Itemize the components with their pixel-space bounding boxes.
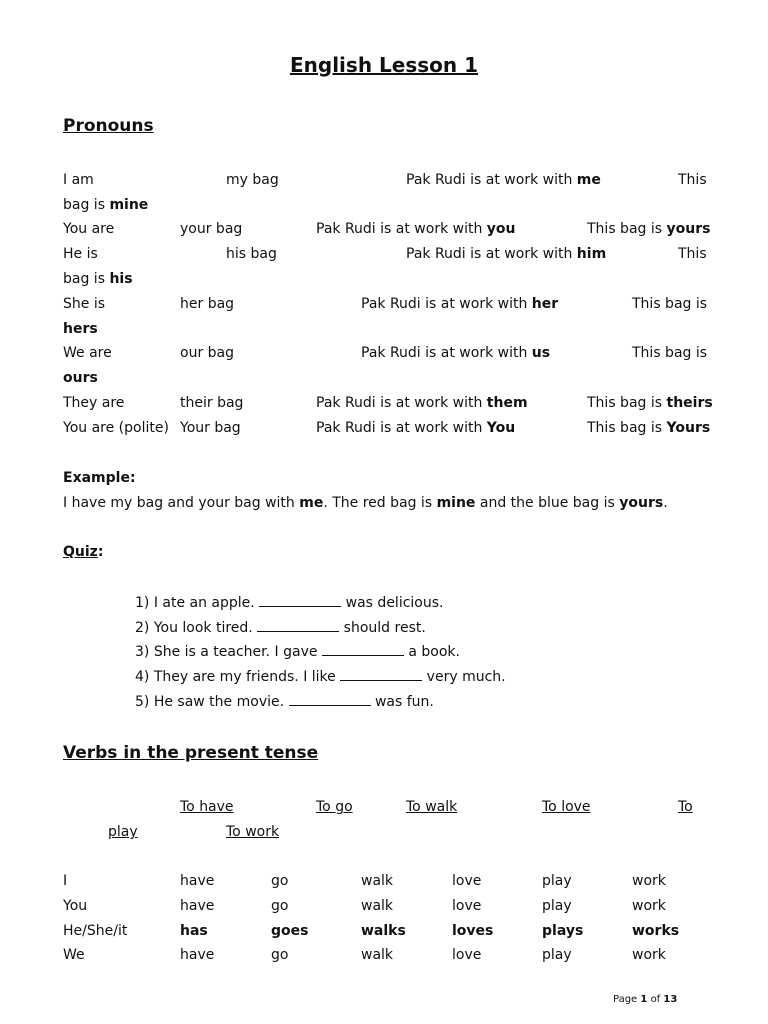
object-pronoun: us — [531, 345, 551, 361]
pronoun-object-sentence: Pak Rudi is at work with us — [361, 345, 551, 361]
pronoun-object-sentence: Pak Rudi is at work with him — [406, 246, 607, 262]
object-pronoun: You — [486, 420, 516, 436]
possessive-pronoun: Yours — [666, 420, 711, 436]
possessive-pronoun: his — [109, 271, 133, 287]
verb-header: To love — [542, 799, 591, 815]
page-title: English Lesson 1 — [289, 53, 478, 77]
quiz-item: 2) You look tired. should rest. — [135, 620, 426, 636]
pronoun-object-sentence: Pak Rudi is at work with you — [316, 221, 516, 237]
pronoun-possessive: his bag — [226, 246, 277, 262]
verb-form: walks — [361, 923, 406, 939]
poss-sentence: This bag is theirs — [587, 395, 713, 411]
verb-form: have — [180, 873, 215, 889]
pronoun-object-sentence: Pak Rudi is at work with her — [361, 296, 559, 312]
pronoun-possessive: my bag — [226, 172, 279, 188]
verb-form: works — [632, 923, 680, 939]
verb-header: To work — [226, 824, 280, 840]
object-pronoun: me — [576, 172, 601, 188]
verb-subject: I — [63, 873, 68, 889]
answer-blank[interactable] — [257, 619, 339, 632]
poss-prefix: This bag is — [632, 345, 708, 361]
verb-form: play — [542, 947, 572, 963]
poss-sentence-wrap: bag is his — [63, 271, 133, 287]
possessive-pronoun: yours — [666, 221, 711, 237]
pronoun-object-sentence: Pak Rudi is at work with You — [316, 420, 516, 436]
answer-blank[interactable] — [322, 643, 404, 656]
verb-form: goes — [271, 923, 309, 939]
pronouns-heading: Pronouns — [63, 116, 154, 136]
verb-form: love — [452, 947, 482, 963]
pronoun-subject: You are — [63, 221, 115, 237]
answer-blank[interactable] — [340, 668, 422, 681]
pronoun-object-sentence: Pak Rudi is at work with me — [406, 172, 601, 188]
pronoun-possessive: their bag — [180, 395, 244, 411]
object-pronoun: her — [531, 296, 559, 312]
verb-form: play — [542, 898, 572, 914]
possessive-pronoun: theirs — [666, 395, 713, 411]
verb-form: work — [632, 947, 666, 963]
quiz-item: 4) They are my friends. I like very much. — [135, 669, 506, 685]
page-number: Page 1 of 13 — [613, 994, 678, 1005]
answer-blank[interactable] — [289, 693, 371, 706]
verb-form: walk — [361, 873, 394, 889]
poss-prefix-part1: This — [678, 246, 707, 262]
verb-header: To walk — [406, 799, 458, 815]
pronoun-possessive: her bag — [180, 296, 235, 312]
poss-sentence: This bag is Yours — [587, 420, 711, 436]
pronoun-subject: You are (polite) — [63, 420, 169, 436]
example-label: Example: — [63, 470, 136, 486]
poss-prefix: This bag is — [632, 296, 708, 312]
pronoun-possessive: Your bag — [180, 420, 241, 436]
answer-blank[interactable] — [259, 594, 341, 607]
verb-form: play — [542, 873, 572, 889]
example-sentence: I have my bag and your bag with me. The red bag is mine and the blue bag is yours. — [63, 495, 668, 511]
verb-form: plays — [542, 923, 584, 939]
poss-sentence: This bag is yours — [587, 221, 711, 237]
verb-subject: You — [63, 898, 88, 914]
quiz-item: 1) I ate an apple. was delicious. — [135, 595, 444, 611]
object-pronoun: you — [486, 221, 516, 237]
verb-header: play — [108, 824, 138, 840]
possessive-pronoun: ours — [63, 370, 98, 386]
verb-header: To have — [180, 799, 234, 815]
verb-form: walk — [361, 947, 394, 963]
verb-form: work — [632, 898, 666, 914]
verb-form: love — [452, 898, 482, 914]
pronoun-possessive: your bag — [180, 221, 243, 237]
pronoun-subject: We are — [63, 345, 112, 361]
quiz-item: 3) She is a teacher. I gave a book. — [135, 644, 460, 660]
pronoun-subject: I am — [63, 172, 94, 188]
pronoun-subject: They are — [63, 395, 125, 411]
pronoun-object-sentence: Pak Rudi is at work with them — [316, 395, 528, 411]
verb-header: To — [678, 799, 693, 815]
verbs-heading: Verbs in the present tense — [63, 743, 319, 763]
possessive-pronoun: mine — [109, 197, 149, 213]
pronoun-possessive: our bag — [180, 345, 234, 361]
verb-form: walk — [361, 898, 394, 914]
verb-form: go — [271, 947, 289, 963]
pronoun-subject: He is — [63, 246, 98, 262]
pronoun-subject: She is — [63, 296, 106, 312]
object-pronoun: them — [486, 395, 528, 411]
quiz-item: 5) He saw the movie. was fun. — [135, 694, 434, 710]
verb-form: have — [180, 947, 215, 963]
object-pronoun: him — [576, 246, 607, 262]
verb-form: loves — [452, 923, 494, 939]
verb-subject: He/She/it — [63, 923, 128, 939]
quiz-label: Quiz: — [63, 544, 104, 560]
verb-header: To go — [316, 799, 353, 815]
poss-sentence-wrap: bag is mine — [63, 197, 149, 213]
verb-form: go — [271, 873, 289, 889]
verb-form: have — [180, 898, 215, 914]
possessive-pronoun: hers — [63, 321, 98, 337]
verb-form: work — [632, 873, 666, 889]
poss-prefix-part1: This — [678, 172, 707, 188]
verb-form: has — [180, 923, 208, 939]
verb-subject: We — [63, 947, 85, 963]
verb-form: go — [271, 898, 289, 914]
verb-form: love — [452, 873, 482, 889]
